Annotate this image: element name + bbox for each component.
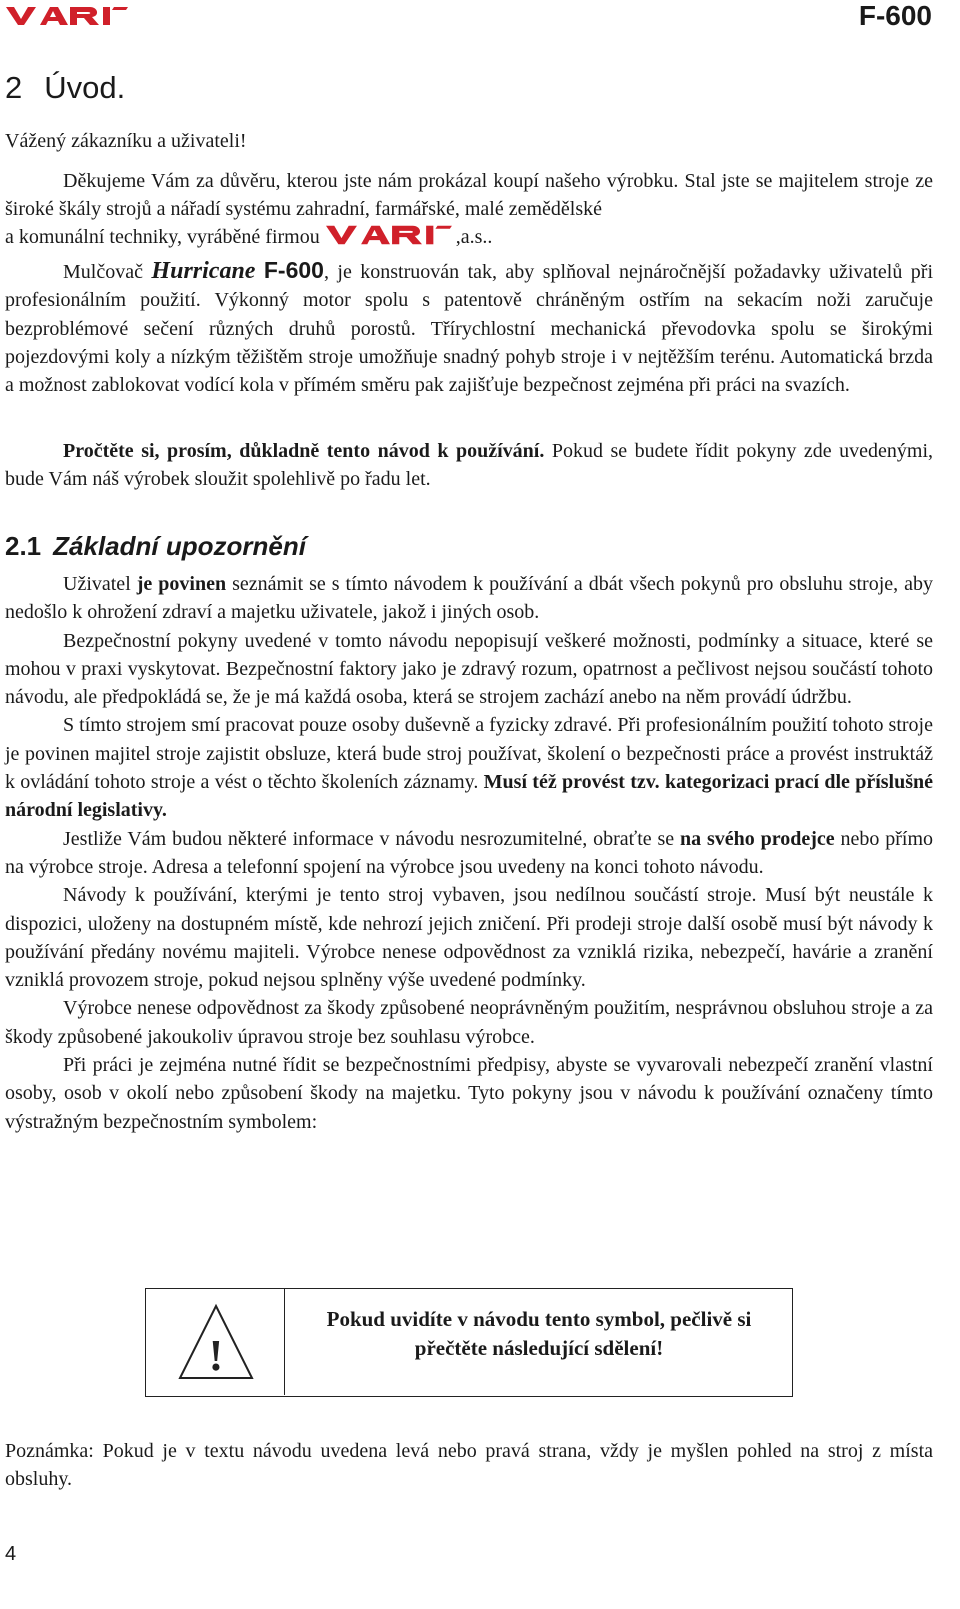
intro-text: ,a.s.. [455,226,493,248]
paragraph-text: seznámit se s tímto návodem k používání a dbát všech pokynů pro obsluhu stroje, aby nedošlo k ohrožení zdraví a majetku uživatele, jakož i jiných osob. [5,573,934,624]
warning-symbol: ! [208,1331,224,1380]
warning-symbol-cell [146,1289,285,1395]
emphasis-text: na svého prodejce [680,827,835,850]
paragraph-text: nebo přímo na výrobce stroje. Adresa a telefonní spojení na výrobce jsou uvedeny na konci tohoto návodu. [5,827,933,878]
model-name: F-600 [858,0,932,31]
product-model: F-600 [263,257,324,283]
section-2-heading [5,70,125,106]
intro-paragraph-1-end [5,223,933,251]
intro-paragraph-1: Děkujeme Vám za důvěru, kterou jste nám prokázal koupí našeho výrobku. Stal jste se majitelem stroje ze široké škály strojů a nářadí systému zahradní, farmářské, malé zemědělské [5,170,933,221]
paragraph-text: S tímto strojem smí pracovat pouze osoby duševně a fyzicky zdravé. Při profesionálním použití tohoto stroje je povinen majitel stroje zajistit obsluze, která bude stroj používat, školení o bezpečnosti práce a provést instruktáž k ovládání tohoto stroje a vést o těchto školeních záznamy. [5,714,933,794]
paragraph [5,825,933,882]
page-header [0,0,960,40]
paragraph [5,711,933,824]
paragraph: Bezpečnostní pokyny uvedené v tomto návodu nepopisují veškeré možnosti, podmínky a situace, které se mohou v praxi vyskytovat. Bezpečnostní faktory jako je zdravý rozum, opatrnost a pečlivost nejsou součástí tohoto návodu, ale předpokládá se, že je má každá osoba, která se strojem zachází anebo na něm provádí údržbu. [5,629,933,709]
section-2-1-heading [5,531,306,562]
warning-message [286,1305,792,1363]
warning-line: přečtěte následující sdělení! [414,1336,664,1360]
vari-logo [326,224,454,246]
emphasis-text: Musí též provést tzv. kategorizaci prací dle příslušné národní legislativy. [5,771,934,822]
intro-paragraph-2 [5,256,933,399]
paragraph: Při práci je zejména nutné řídit se bezpečnostními předpisy, abyste se vyvarovali nebezpečí zranění vlastní osoby, osob v okolí nebo způsobení škody na majetku. Tyto pokyny jsou v návodu k používání označeny tímto výstražným bezpečnostním symbolem: [5,1054,933,1133]
vari-logo [6,6,130,26]
intro-text: a komunální techniky, vyráběné firmou [5,226,320,248]
salutation: Vážený zákazníku a uživateli! [5,130,247,152]
paragraph: Výrobce nenese odpovědnost za škody způsobené neoprávněným použitím, nesprávnou obsluhou stroje a za škody způsobené jakoukoliv úpravou stroje bez souhlasu výrobce. [5,997,933,1048]
paragraph-text: Jestliže Vám budou některé informace v návodu nesrozumitelné, obraťte se [63,827,680,850]
intro-paragraph-3 [5,437,933,494]
paragraph-text: Uživatel [63,573,137,595]
warning-box [145,1288,793,1397]
paragraph [5,570,933,627]
section-number: 2 [5,70,23,105]
paragraph: Návody k používání, kterými je tento stroj vybaven, jsou nedílnou součástí stroje. Musí být neustále k dispozici, uloženy na dostupném místě, kde nehrozí jejich zničení. Při prodeji stroje další osobě musí být návody k používání předány novému majiteli. Výrobce nenese odpovědnost za vzniklá rizika, nebezpečí, havárie a zranění vzniklá provozem stroje, pokud nejsou splněny výše uvedené podmínky. [5,884,933,992]
warning-triangle-icon [178,1303,254,1381]
intro-text: , je konstruován tak, aby splňoval nejnáročnější požadavky uživatelů při profesionálním použití. Výkonný motor spolu s patentově chráněným ostřím na sekacím noži zaručuje bezproblémové sečení různých druhů porostů. Třírychlostní mechanická převodovka spolu se širokými pojezdovými koly a nízkým těžištěm stroje umožňuje snadný pohyb stroje i v nejtěžším terénu. Automatická brzda a možnost zablokovat vodící kola v přímém směru pak zajišťuje bezpečnost zejména při práci na svazích. [5,261,934,397]
product-name: Hurricane [151,258,256,284]
page-number: 4 [5,1543,17,1565]
warning-line: Pokud uvidíte v návodu tento symbol, pečlivě si [326,1307,752,1331]
section-title: Úvod. [44,70,126,105]
emphasis-text: Pročtěte si, prosím, důkladně tento návod k používání. [63,440,545,462]
intro-text: Pokud se budete řídit pokyny zde uvedenými, bude Vám náš výrobek sloužit spolehlivě po řadu let. [5,440,933,491]
basic-warnings-body [5,570,933,1136]
intro-text: Mulčovač [63,261,143,283]
note: Poznámka: Pokud je v textu návodu uvedena levá nebo pravá strana, vždy je myšlen pohled na stroj z místa obsluhy. [5,1440,933,1491]
emphasis-text: je povinen [136,573,227,595]
section-title: Základní upozornění [53,531,306,561]
section-number: 2.1 [5,531,42,561]
